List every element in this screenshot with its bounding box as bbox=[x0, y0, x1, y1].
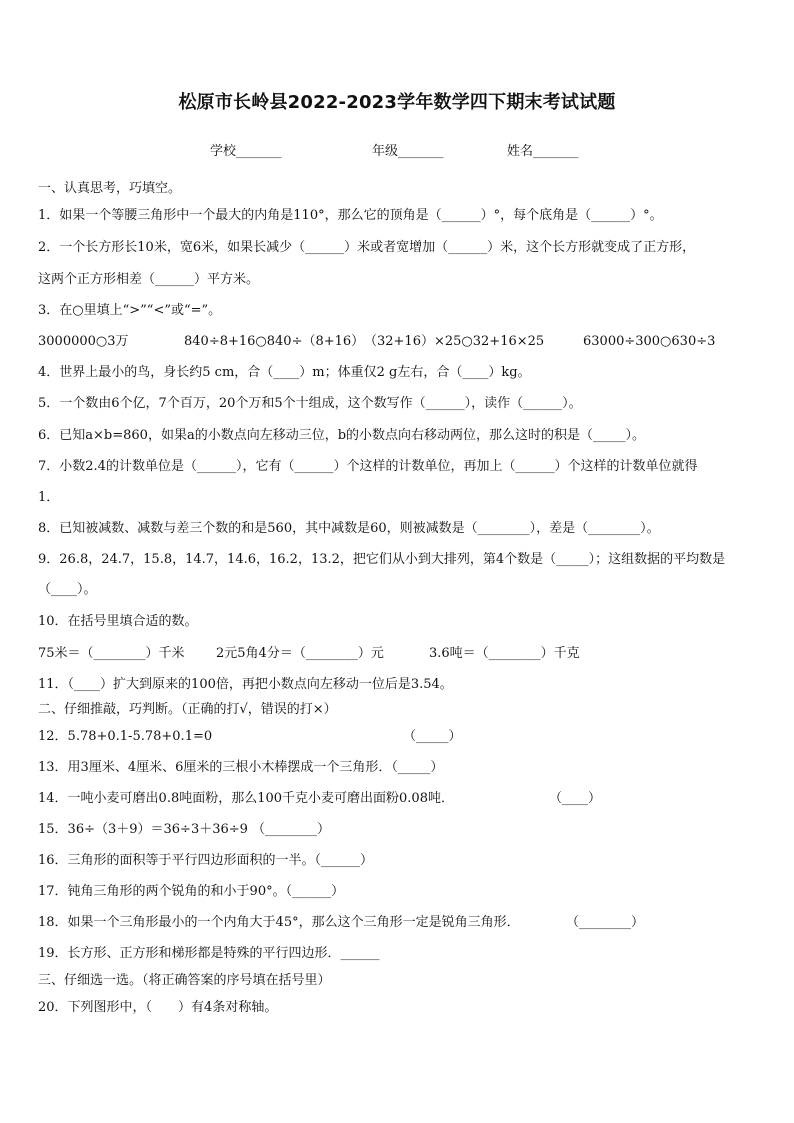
question-10-item: 3.6吨＝（________）千克 bbox=[429, 646, 580, 661]
question-1: 1．如果一个等腰三角形中一个最大的内角是110°，那么它的顶角是（______）°，每个底角是（______）°。 bbox=[38, 208, 663, 223]
question-10-item: 2元5角4分＝（________）元 bbox=[216, 646, 384, 661]
question-18: 18．如果一个三角形最小的一个内角大于45°，那么这个三角形一定是锐角三角形． bbox=[38, 915, 520, 930]
question-3-item: 63000÷300○630÷3 bbox=[583, 334, 716, 349]
question-7-line-2: 1． bbox=[38, 490, 60, 505]
question-7-line-1: 7．小数2.4的计数单位是（______），它有（______）个这样的计数单位，再加上（______）个这样的计数单位就得 bbox=[38, 459, 698, 474]
name-field: 姓名_______ bbox=[507, 144, 579, 159]
question-12: 12．5.78+0.1-5.78+0.1=0 bbox=[38, 729, 213, 744]
grade-field: 年级_______ bbox=[372, 144, 444, 159]
question-6: 6．已知a×b=860，如果a的小数点向左移动三位，b的小数点向右移动两位，那么这时的积是（_____）。 bbox=[38, 428, 646, 443]
question-10: 10．在括号里填合适的数。 bbox=[38, 614, 198, 629]
question-5: 5．一个数由6个亿，7个百万，20个万和5个十组成，这个数写作（______），读作（______）。 bbox=[38, 396, 582, 411]
section-2-heading: 二、仔细推敲，巧判断。（正确的打√，错误的打×） bbox=[38, 702, 337, 717]
question-3: 3．在○里填上“>”“<”或“=”。 bbox=[38, 303, 222, 318]
question-20: 20．下列图形中，（ ）有4条对称轴。 bbox=[38, 1000, 278, 1015]
question-3-item: 840÷8+16○840÷（8+16） bbox=[184, 334, 365, 349]
question-4: 4．世界上最小的鸟，身长约5 cm，合（____）m；体重仅2 g左右，合（____）kg。 bbox=[38, 365, 531, 380]
question-14-blank: （____） bbox=[549, 791, 602, 806]
question-19: 19．长方形、正方形和梯形都是特殊的平行四边形．______ bbox=[38, 946, 380, 961]
question-2-line-2: 这两个正方形相差（______）平方米。 bbox=[38, 272, 260, 287]
question-13: 13．用3厘米、4厘米、6厘米的三根小木棒摆成一个三角形．（_____） bbox=[38, 760, 444, 775]
question-9-line-2: （____）。 bbox=[38, 582, 97, 597]
question-11: 11．（____）扩大到原来的100倍，再把小数点向左移动一位后是3.54。 bbox=[38, 677, 453, 692]
question-16: 16．三角形的面积等于平行四边形面积的一半。（______） bbox=[38, 853, 374, 868]
school-field: 学校_______ bbox=[210, 144, 282, 159]
section-3-heading: 三、仔细选一选。（将正确答案的序号填在括号里） bbox=[38, 973, 331, 988]
question-15: 15．36÷（3＋9）＝36÷3＋36÷9 （________） bbox=[38, 822, 331, 837]
question-12-blank: （_____） bbox=[403, 729, 462, 744]
question-14: 14．一吨小麦可磨出0.8吨面粉，那么100千克小麦可磨出面粉0.08吨． bbox=[38, 791, 454, 806]
question-3-item: （32+16）×25○32+16×25 bbox=[364, 334, 545, 349]
question-8: 8．已知被减数、减数与差三个数的和是560，其中减数是60，则被减数是（________），差是（________）。 bbox=[38, 521, 660, 536]
page-title: 松原市长岭县2022-2023学年数学四下期末考试试题 bbox=[178, 92, 616, 113]
question-18-blank: （________） bbox=[566, 915, 645, 930]
question-2-line-1: 2．一个长方形长10米，宽6米，如果长减少（______）米或者宽增加（______）米，这个长方形就变成了正方形， bbox=[38, 240, 696, 255]
question-17: 17．钝角三角形的两个锐角的和小于90°。（______） bbox=[38, 884, 345, 899]
section-1-heading: 一、认真思考，巧填空。 bbox=[38, 181, 182, 196]
question-9-line-1: 9．26.8，24.7，15.8，14.7，14.6，16.2，13.2，把它们从小到大排列，第4个数是（_____）；这组数据的平均数是 bbox=[38, 552, 726, 567]
question-10-item: 75米＝（________）千米 bbox=[38, 646, 185, 661]
question-3-item: 3000000○3万 bbox=[38, 334, 129, 349]
